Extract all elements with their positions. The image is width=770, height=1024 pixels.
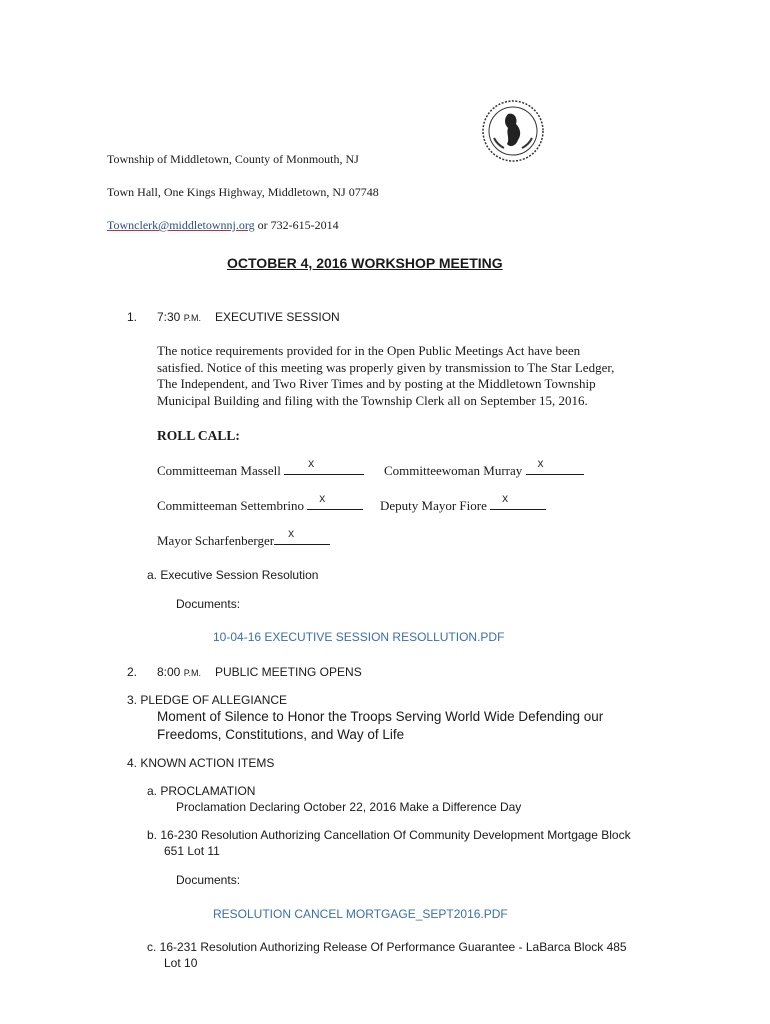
item-4-label: 4. KNOWN ACTION ITEMS [127,756,275,770]
header-township-line: Township of Middletown, County of Monmouth, NJ [107,152,359,166]
item-4c-line-1: c. 16-231 Resolution Authorizing Release Of Performance Guarantee - LaBarca Block 485 [147,940,627,954]
roll-call-settembrino [157,491,363,514]
murray-label: Committeewoman Murray [384,463,526,478]
fiore-mark: x [502,491,509,505]
murray-mark: x [537,456,544,470]
item-4b-line-2: 651 Lot 11 [164,844,220,858]
notice-line: Municipal Building and filing with the Township Clerk all on September 15, 2016. [157,392,588,408]
item-1-pm: P.M. [183,313,202,323]
murray-blank [526,456,584,475]
resolution-cancel-mortgage-pdf-link[interactable]: RESOLUTION CANCEL MORTGAGE_SEPT2016.PDF [213,907,508,921]
scharfenberger-blank [274,526,330,545]
scharfenberger-mark: x [288,526,295,540]
fiore-blank [490,491,546,510]
massell-mark: x [308,456,315,470]
executive-session-resolution-pdf-link[interactable]: 10-04-16 EXECUTIVE SESSION RESOLLUTION.PDF [213,630,505,644]
item-4a-label: a. PROCLAMATION [147,784,256,798]
notice-paragraph [157,343,614,409]
roll-call-scharfenberger [157,526,330,549]
item-4c-line-2: Lot 10 [164,956,198,970]
settembrino-label: Committeeman Settembrino [157,498,308,513]
notice-line: The Independent, and Two River Times and by posting at the Middletown Township [157,376,596,391]
township-seal-logo [480,98,546,164]
moment-of-silence-line-2: Freedoms, Constitutions, and Way of Life [157,727,405,742]
item-1-time [157,310,201,324]
item-1-time-value: 7:30 [157,310,181,324]
item-2-time-value: 8:00 [157,665,181,679]
page-title: OCTOBER 4, 2016 WORKSHOP MEETING [227,255,503,271]
massell-label: Committeeman Massell [157,463,285,478]
header-address-line: Town Hall, One Kings Highway, Middletown, NJ 07748 [107,185,379,199]
clerk-email-link[interactable]: Townclerk@middletownnj.org [107,218,255,232]
item-3-label: 3. PLEDGE OF ALLEGIANCE [127,693,288,707]
roll-call-massell [157,456,364,479]
item-1-documents-label: Documents: [176,597,241,611]
scharfenberger-label: Mayor Scharfenberger [157,533,275,548]
roll-call-fiore [380,491,546,514]
item-2-label: PUBLIC MEETING OPENS [215,665,362,679]
item-2-time [157,665,201,679]
item-2-number: 2. [127,665,138,679]
item-4a-text: Proclamation Declaring October 22, 2016 Make a Difference Day [176,800,522,814]
massell-blank [284,456,364,475]
item-1a-label: a. Executive Session Resolution [147,568,319,582]
item-2-pm: P.M. [183,668,202,678]
item-4b-line-1: b. 16-230 Resolution Authorizing Cancellation Of Community Development Mortgage Block [147,828,631,842]
item-4b-documents-label: Documents: [176,873,241,887]
fiore-label: Deputy Mayor Fiore [380,498,491,513]
roll-call-heading: ROLL CALL: [157,428,240,443]
settembrino-blank [307,491,363,510]
header-contact-line [107,218,339,233]
roll-call-murray [384,456,584,479]
clerk-phone: or 732-615-2014 [254,218,339,232]
item-1-label: EXECUTIVE SESSION [215,310,340,324]
notice-line: satisfied. Notice of this meeting was properly given by transmission to The Star Ledger, [157,359,615,375]
item-1-number: 1. [127,310,138,324]
notice-line: The notice requirements provided for in the Open Public Meetings Act have been [157,343,581,358]
moment-of-silence-line-1: Moment of Silence to Honor the Troops Serving World Wide Defending our [157,709,604,724]
settembrino-mark: x [319,491,326,505]
